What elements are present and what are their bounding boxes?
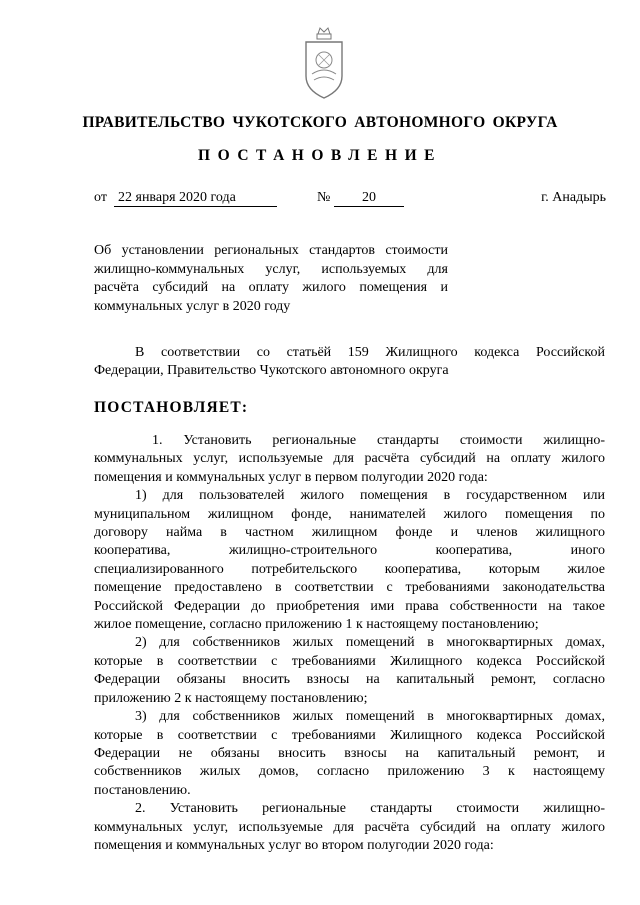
subject-line: Об установлении региональных стандартов стоимости: [94, 243, 448, 258]
document-type: ПОСТАНОВЛЕНИЕ: [198, 147, 442, 164]
item-1-3-line: собственников жилых домов, согласно приложению 3 к настоящему: [94, 764, 605, 780]
item-2-line: коммунальных услуг, используемые для расчёта субсидий на оплату жилого: [94, 819, 605, 835]
item-1-1-line: 1) для пользователей жилого помещения в государственном или: [135, 488, 605, 504]
item-1-1-line: Российской Федерации до приобретения ими права собственности на такое: [94, 598, 605, 614]
item-1-line: коммунальных услуг, используемые для расчёта субсидий на оплату жилого: [94, 451, 605, 467]
item-1-line: помещения и коммунальных услуг в первом полугодии 2020 года:: [94, 469, 488, 485]
subject-line: расчёта субсидий на оплату жилого помещения и: [94, 280, 448, 295]
item-1-3-line: 3) для собственников жилых помещений в многоквартирных домах,: [135, 709, 605, 725]
coat-of-arms-emblem: [298, 24, 350, 104]
item-1-2-line: приложению 2 к настоящему постановлению;: [94, 690, 368, 706]
item-1-1-line: специализированного потребительского кооператива, которым жилое: [94, 561, 605, 577]
preamble-line: Федерации, Правительство Чукотского автономного округа: [94, 363, 449, 379]
item-1-1-line: жилое помещение, согласно приложению 1 к настоящему постановлению;: [94, 617, 539, 633]
item-1-3-line: Федерации не обязаны вносить взносы на капитальный ремонт, и: [94, 745, 605, 761]
subject-line: жилищно-коммунальных услуг, используемых для: [94, 261, 448, 277]
item-1-1-line: договору найма в частном жилищном фонде и членов жилищного: [94, 525, 605, 541]
item-2-line: помещения и коммунальных услуг во втором полугодии 2020 года:: [94, 837, 494, 853]
item-1-2-line: Федерации обязаны вносить взносы на капитальный ремонт, согласно: [94, 672, 605, 688]
resolution-body: [94, 432, 605, 855]
document-meta: [94, 190, 606, 210]
item-1-3-line: которые в соответствии с требованиями Жилищного кодекса Российской: [94, 727, 605, 743]
preamble-line: В соответствии со статьёй 159 Жилищного кодекса Российской: [135, 345, 605, 360]
item-1-2-line: 2) для собственников жилых помещений в многоквартирных домах,: [135, 635, 605, 651]
item-1-3-line: постановлению.: [94, 782, 191, 798]
document-subject: [94, 242, 448, 316]
subject-line: коммунальных услуг в 2020 году: [94, 298, 291, 314]
item-1-1-line: помещение предоставлено в соответствии с требованиями законодательства: [94, 580, 605, 596]
document-number: 20: [334, 190, 404, 207]
item-1-1-line: кооператива, жилищно-строительного кооператива, иного: [94, 543, 605, 559]
item-1-1-line: муниципальном жилищном фонде, нанимателей жилого помещения по: [94, 506, 605, 522]
item-1-line: 1. Установить региональные стандарты стоимости жилищно-: [152, 433, 605, 448]
resolves-heading: ПОСТАНОВЛЯЕТ:: [94, 399, 249, 416]
government-title: ПРАВИТЕЛЬСТВО ЧУКОТСКОГО АВТОНОМНОГО ОКРУГА: [82, 114, 558, 131]
preamble: [94, 344, 605, 381]
item-1-2-line: которые в соответствии с требованиями Жилищного кодекса Российской: [94, 653, 605, 669]
date-prefix: от: [94, 190, 107, 205]
item-2-line: 2. Установить региональные стандарты стоимости жилищно-: [135, 801, 605, 817]
document-date: 22 января 2020 года: [114, 190, 277, 207]
city: г. Анадырь: [541, 190, 606, 205]
number-label: №: [317, 190, 331, 205]
